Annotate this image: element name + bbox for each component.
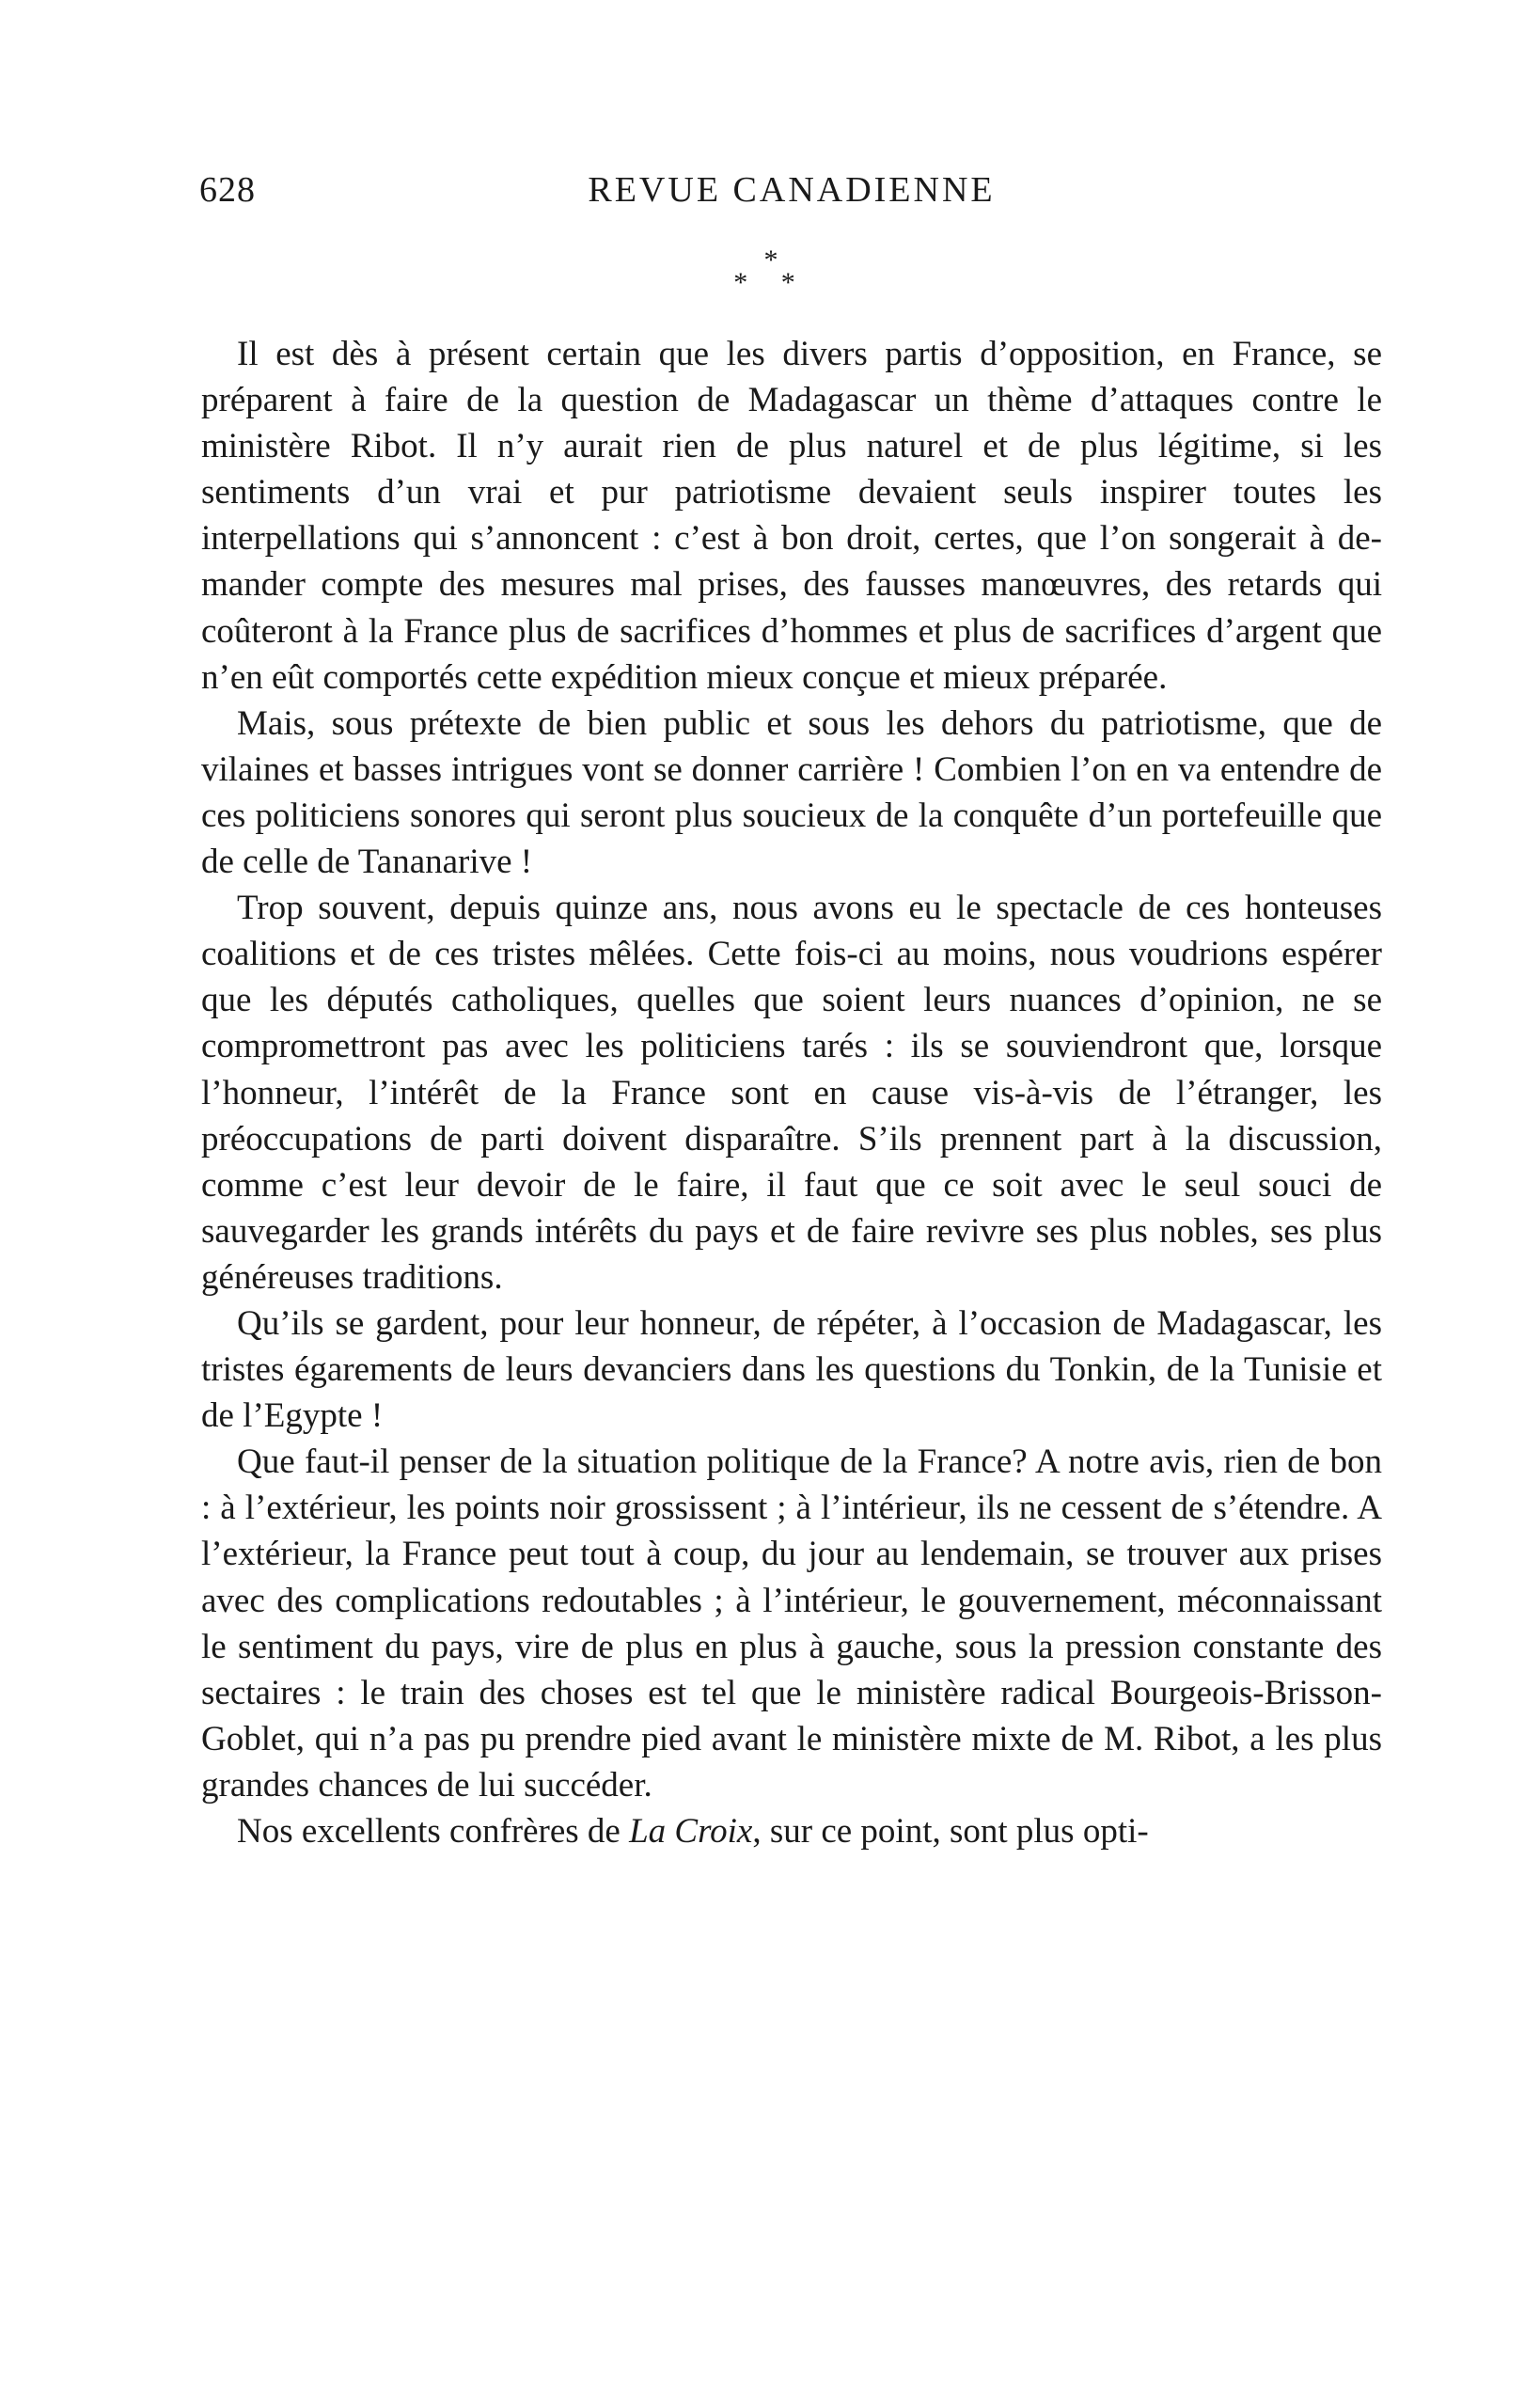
paragraph-coalitions: Trop souvent, depuis quinze ans, nous avons eu le spectacle de ces honteuses coalitions et de ces tristes mêlées. Cette fois-ci au moins, nous voudrions espérer que les députés catholiques, quelles que soient leurs nuances d’opinion, ne se compromettront pas avec les politiciens tarés : ils se souviendront que, lorsque l’honneur, l’intérêt de la France sont en cause vis-à-vis de l’étranger, les préoccupations de parti doivent disparaître. S’ils prennent part à la discussion, comme c’est leur devoir de le faire, il faut que ce soit avec le seul souci de sauvegarder les grands intérêts du pays et de faire revivre ses plus nobles, ses plus généreuses traditions. bbox=[201, 889, 1382, 1297]
la-croix-title: La Croix bbox=[629, 1812, 753, 1851]
paragraph-intrigues: Mais, sous prétexte de bien public et sous les dehors du patriotisme, que de vilaines et basses intrigues vont se donner carrière ! Combien l’on en va entendre de ces politiciens sonores qui seront plus soucieux de la conquête d’un portefeuille que de celle de Tananarive ! bbox=[201, 703, 1382, 882]
journal-title: REVUE CANADIENNE bbox=[588, 170, 996, 210]
asterism-top-star: * bbox=[763, 244, 778, 276]
la-croix-lead-text: Nos excellents confrères de bbox=[237, 1812, 630, 1851]
asterism-bottom-stars: * * bbox=[733, 267, 809, 298]
la-croix-tail-text: , sur ce point, sont plus opti- bbox=[752, 1812, 1149, 1851]
page-number: 628 bbox=[199, 170, 256, 210]
paragraph-madagascar: Qu’ils se gardent, pour leur honneur, de répéter, à l’occasion de Madagascar, les tristes égarements de leurs devanciers dans les questions du Tonkin, de la Tunisie et de l’Egypte ! bbox=[201, 1303, 1382, 1436]
paragraph-opposition: Il est dès à présent certain que les divers partis d’opposition, en France, se préparent à faire de la question de Madagascar un thème d’attaques contre le ministère Ribot. Il n’y aurait rien de plus naturel et de plus légitime, si les sentiments d’un vrai et pur patriotisme devaient seuls inspirer toutes les interpellations qui s’annoncent : c’est à bon droit, certes, que l’on songerait à demander compte des mesures mal prises, des fausses manœuvres, des retards qui coûteront à la France plus de sacrifices d’hommes et plus de sacrifices d’argent que n’en eût comportés cette expédition mieux conçue et mieux préparée. bbox=[201, 335, 1382, 697]
section-break-asterism bbox=[658, 246, 884, 303]
paragraph-la-croix bbox=[201, 1808, 1382, 1854]
running-head bbox=[199, 169, 1384, 216]
body-text bbox=[201, 331, 1382, 1854]
paragraph-political-situation: Que faut-il penser de la situation politique de la France? A notre avis, rien de bon : à l’extérieur, les points noir grossissent ; à l’intérieur, ils ne cessent de s’étendre. A l’extérieur, la France peut tout à coup, du jour au lendemain, se trouver aux prises avec des complications redoutables ; à l’intérieur, le gouvernement, méconnaissant le sentiment du pays, vire de plus en plus à gauche, sous la pression constante des sectaires : le train des choses est tel que le ministère radical Bourgeois-Brisson-Goblet, qui n’a pas pu prendre pied avant le ministère mixte de M. Ribot, a les plus grandes chances de lui succéder. bbox=[201, 1442, 1382, 1805]
